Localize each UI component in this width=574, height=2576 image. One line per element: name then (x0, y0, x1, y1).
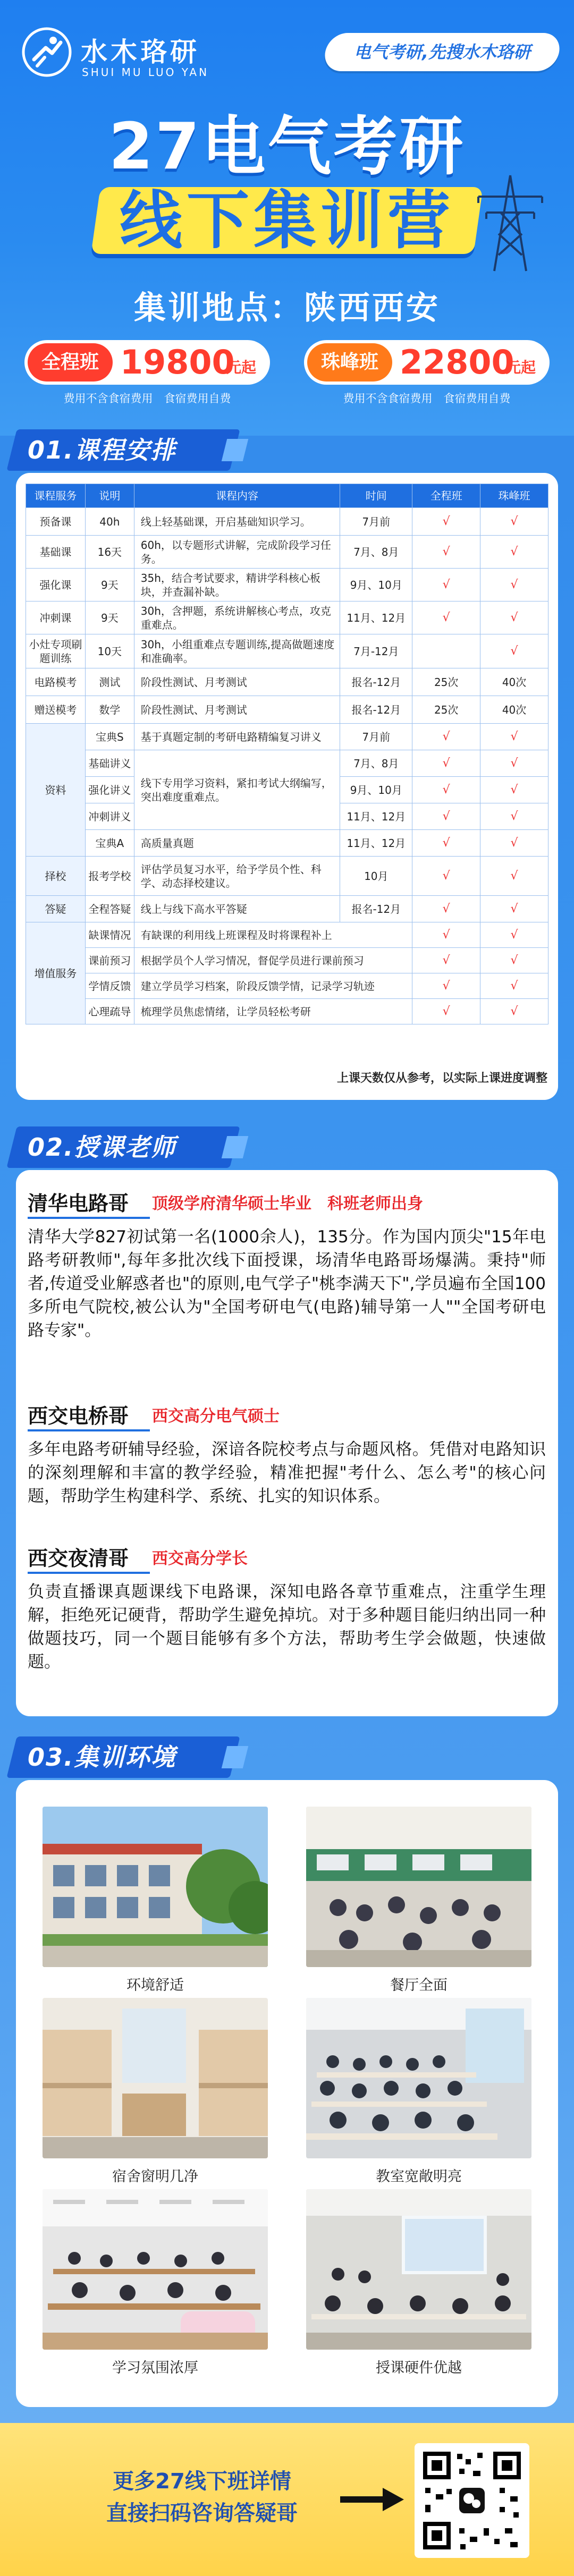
table-cell: 缺课情况 (85, 922, 134, 948)
teacher-desc: 多年电路考研辅导经验，深谙各院校考点与命题风格。凭借对电路知识的深刻理解和丰富的教学经验，精准把握"考什么、怎么考"的核心问题，帮助学生构建科学、系统、扎实的知识体系。 (28, 1440, 546, 1506)
teacher-desc: 清华大学827初试第一名(1000余人)，135分。作为国内顶尖"15年电路考研教师",每年多批次线下面授课，场清华电路哥场爆满。秉持"师者,传道受业解惑者也"的原则,电气学子"桃李满天下",学员遍布全国100多所电气院校,被公认为"全国考研电气(电路)辅导第一人""全国考研电路专家"。 (28, 1227, 546, 1340)
brand-logo[interactable] (21, 21, 234, 85)
table-cell: 7月-12月 (340, 634, 412, 668)
table-header-row (26, 484, 548, 508)
table-cell: 阶段性测试、月考测试 (134, 668, 340, 696)
table-cell: 冲刺讲义 (85, 803, 134, 830)
table-cell: 10天 (85, 634, 134, 668)
table-cell: 40次 (480, 696, 548, 724)
teacher-tag: 西交高分学长 (152, 1549, 248, 1568)
study-hall-photo (43, 2189, 268, 2350)
check-mark: √ (480, 536, 548, 569)
price-card-peak (304, 340, 550, 420)
section-title-text: 02.授课老师 (28, 1133, 176, 1162)
campus-photo (43, 1807, 268, 1967)
table-cell: 7月、8月 (340, 750, 412, 777)
teacher-name: 西交电桥哥 (28, 1404, 129, 1428)
photo-caption: 教室宽敞明亮 (376, 2168, 462, 2185)
table-row (26, 668, 548, 696)
price-amount: 22800 (400, 343, 514, 382)
table-cell: 11月、12月 (340, 601, 412, 634)
table-note: 上课天数仅从参考，以实际上课进度调整 (336, 1072, 547, 1085)
check-mark: √ (412, 896, 480, 922)
check-mark: √ (480, 999, 548, 1024)
check-mark: √ (412, 999, 480, 1024)
location-text: 集训地点：陕西西安 (134, 290, 440, 327)
check-mark: √ (480, 777, 548, 803)
table-cell: 赠送模考 (26, 696, 86, 724)
lecture-photo (306, 2189, 531, 2350)
check-mark: √ (412, 536, 480, 569)
table-cell: 报考学校 (85, 857, 134, 896)
table-row (26, 922, 548, 948)
table-cell: 30h，含押题，系统讲解核心考点，攻克重难点。 (134, 601, 340, 634)
table-cell: 25次 (412, 696, 480, 724)
table-cell: 9天 (85, 569, 134, 601)
table-cell: 报名-12月 (340, 896, 412, 922)
table-cell: 9月、10月 (340, 569, 412, 601)
table-cell: 7月前 (340, 724, 412, 750)
teacher-desc: 负责直播课真题课线下电路课，深知电路各章节重难点，注重学生理解，拒绝死记硬背，帮助学生避免掉坑。对于多种题目能归纳出同一种做题技巧，同一个题目能够有多个方法，帮助考生学会做题，快速做题。 (28, 1582, 546, 1672)
photo-caption: 餐厅全面 (390, 1977, 448, 1994)
table-cell: 线上轻基础课，开启基础知识学习。 (134, 508, 340, 536)
table-cell: 基础讲义 (85, 750, 134, 777)
qr-code[interactable] (415, 2443, 529, 2558)
table-cell: 11月、12月 (340, 830, 412, 857)
dorm-photo (43, 1998, 268, 2158)
table-group-cell: 答疑 (26, 896, 86, 922)
check-mark: √ (480, 508, 548, 536)
teacher-underline (28, 1217, 150, 1219)
table-cell: 宝典S (85, 724, 134, 750)
table-group-cell: 择校 (26, 857, 86, 896)
table-cell: 7月前 (340, 508, 412, 536)
table-cell: 强化讲义 (85, 777, 134, 803)
table-cell: 60h，以专题形式讲解，完成阶段学习任务。 (134, 536, 340, 569)
brand-name: 水木珞研 (81, 37, 200, 67)
table-row (26, 973, 548, 999)
table-header: 全程班 (412, 484, 480, 508)
table-cell: 35h，结合考试要求，精讲学科核心板块，并查漏补缺。 (134, 569, 340, 601)
table-cell: 电路模考 (26, 668, 86, 696)
check-mark: √ (412, 601, 480, 634)
table-row (26, 696, 548, 724)
table-header: 珠峰班 (480, 484, 548, 508)
photo-caption: 学习氛围浓厚 (112, 2360, 198, 2376)
table-cell: 全程答疑 (85, 896, 134, 922)
table-cell: 40h (85, 508, 134, 536)
table-cell: 16天 (85, 536, 134, 569)
check-mark: √ (480, 830, 548, 857)
section-title-course (12, 429, 261, 471)
slogan-badge (325, 33, 559, 71)
check-mark: √ (480, 569, 548, 601)
table-cell: 学情反馈 (85, 973, 134, 999)
table-group-cell: 增值服务 (26, 922, 86, 1024)
teacher-name: 清华电路哥 (28, 1192, 129, 1215)
check-mark: √ (412, 750, 480, 777)
hero-subtitle-banner (96, 181, 478, 260)
check-mark (412, 634, 480, 668)
table-row (26, 857, 548, 896)
check-mark: √ (480, 803, 548, 830)
table-cell: 建立学员学习档案，阶段反馈学情，记录学习轨迹 (134, 973, 412, 999)
table-cell: 根据学员个人学习情况，督促学员进行课前预习 (134, 948, 412, 973)
table-row (26, 601, 548, 634)
course-table-card (16, 473, 558, 1100)
table-cell: 强化课 (26, 569, 86, 601)
power-tower-icon (468, 170, 553, 276)
price-tag: 全程班 (28, 343, 113, 382)
table-cell: 基础课 (26, 536, 86, 569)
table-cell: 心理疏导 (85, 999, 134, 1024)
price-unit: 元起 (226, 359, 257, 376)
teachers-card (16, 1170, 558, 1716)
footer-line-2: 直接扫码咨询答疑哥 (106, 2501, 298, 2526)
table-cell: 报名-12月 (340, 668, 412, 696)
table-row (26, 750, 548, 777)
check-mark: √ (412, 569, 480, 601)
photo-caption: 授课硬件优越 (376, 2360, 462, 2376)
classroom-photo (306, 1998, 531, 2158)
price-amount: 19800 (120, 343, 235, 382)
table-cell: 30h，小组重难点专题训练,提高做题速度和准确率。 (134, 634, 340, 668)
table-cell: 课前预习 (85, 948, 134, 973)
course-table (26, 484, 548, 1024)
slogan-text: 电气考研,先搜水木珞研 (353, 42, 531, 62)
teacher-name: 西交夜清哥 (28, 1547, 129, 1570)
hero-title: 27电气考研 (108, 110, 466, 184)
price-note: 费用不含食宿费用 食宿费用自费 (63, 392, 231, 405)
price-tag: 珠峰班 (307, 343, 392, 382)
table-cell: 有缺课的利用线上班课程及时将课程补上 (134, 922, 412, 948)
brand-name-en: SHUI MU LUO YAN (82, 66, 209, 79)
table-cell: 11月、12月 (340, 803, 412, 830)
teacher-tag: 顶级学府清华硕士毕业 科班老师出身 (152, 1194, 423, 1213)
table-cell: 评估学员复习水平，给予学员个性、科学、动态择校建议。 (134, 857, 340, 896)
section-title-environment (12, 1736, 261, 1778)
check-mark: √ (480, 750, 548, 777)
table-cell: 宝典A (85, 830, 134, 857)
check-mark: √ (480, 973, 548, 999)
cafeteria-photo (306, 1807, 531, 1967)
hero-banner (0, 0, 574, 436)
check-mark: √ (480, 601, 548, 634)
environment-card (16, 1780, 558, 2407)
table-group-cell: 资料 (26, 724, 86, 857)
table-cell: 线下专用学习资料，紧扣考试大纲编写，突出难度重难点。 (134, 750, 340, 830)
table-cell: 线上与线下高水平答疑 (134, 896, 340, 922)
table-cell: 阶段性测试、月考测试 (134, 696, 340, 724)
table-header: 说明 (85, 484, 134, 508)
table-cell: 25次 (412, 668, 480, 696)
table-cell: 9月、10月 (340, 777, 412, 803)
photo-caption: 宿舍窗明几净 (112, 2168, 198, 2185)
table-cell: 9天 (85, 601, 134, 634)
table-row (26, 508, 548, 536)
table-cell: 10月 (340, 857, 412, 896)
runner-logo-icon (21, 27, 72, 78)
check-mark: √ (412, 803, 480, 830)
check-mark: √ (480, 922, 548, 948)
footer-cta (0, 2423, 574, 2576)
table-cell: 40次 (480, 668, 548, 696)
table-cell: 基于真题定制的考研电路精编复习讲义 (134, 724, 340, 750)
footer-line-1: 更多27线下班详情 (113, 2469, 291, 2494)
table-header: 课程内容 (134, 484, 340, 508)
table-row (26, 634, 548, 668)
table-row (26, 948, 548, 973)
table-cell: 数学 (85, 696, 134, 724)
section-title-text: 03.集训环境 (28, 1743, 176, 1772)
table-row (26, 536, 548, 569)
table-cell: 7月、8月 (340, 536, 412, 569)
arrow-right-icon (340, 2488, 404, 2511)
teacher-underline (28, 1572, 150, 1574)
check-mark: √ (412, 948, 480, 973)
check-mark: √ (480, 896, 548, 922)
section-title-text: 01.课程安排 (28, 436, 176, 464)
table-cell: 预备课 (26, 508, 86, 536)
table-row (26, 569, 548, 601)
check-mark: √ (480, 948, 548, 973)
price-card-full (24, 340, 270, 420)
teacher-underline (28, 1429, 150, 1431)
hero-subtitle: 线下集训营 (119, 184, 454, 257)
check-mark: √ (412, 922, 480, 948)
table-cell: 梳理学员焦虑情绪，让学员轻松考研 (134, 999, 412, 1024)
check-mark: √ (480, 724, 548, 750)
table-row (26, 724, 548, 750)
table-header: 时间 (340, 484, 412, 508)
table-header: 课程服务 (26, 484, 86, 508)
table-cell: 冲刺课 (26, 601, 86, 634)
table-row (26, 999, 548, 1024)
check-mark: √ (412, 857, 480, 896)
table-row (26, 830, 548, 857)
section-title-teachers (12, 1126, 261, 1168)
table-cell: 测试 (85, 668, 134, 696)
table-cell: 报名-12月 (340, 696, 412, 724)
check-mark: √ (412, 973, 480, 999)
qr-code-icon (415, 2443, 529, 2558)
price-unit: 元起 (506, 359, 536, 376)
teacher-tag: 西交高分电气硕士 (152, 1407, 280, 1426)
check-mark: √ (480, 857, 548, 896)
table-cell: 高质量真题 (134, 830, 340, 857)
check-mark: √ (412, 508, 480, 536)
table-row (26, 896, 548, 922)
photo-caption: 环境舒适 (126, 1977, 184, 1994)
table-cell: 小灶专项刷题训练 (26, 634, 86, 668)
check-mark: √ (480, 634, 548, 668)
check-mark: √ (412, 830, 480, 857)
price-note: 费用不含食宿费用 食宿费用自费 (343, 392, 511, 405)
check-mark: √ (412, 777, 480, 803)
check-mark: √ (412, 724, 480, 750)
